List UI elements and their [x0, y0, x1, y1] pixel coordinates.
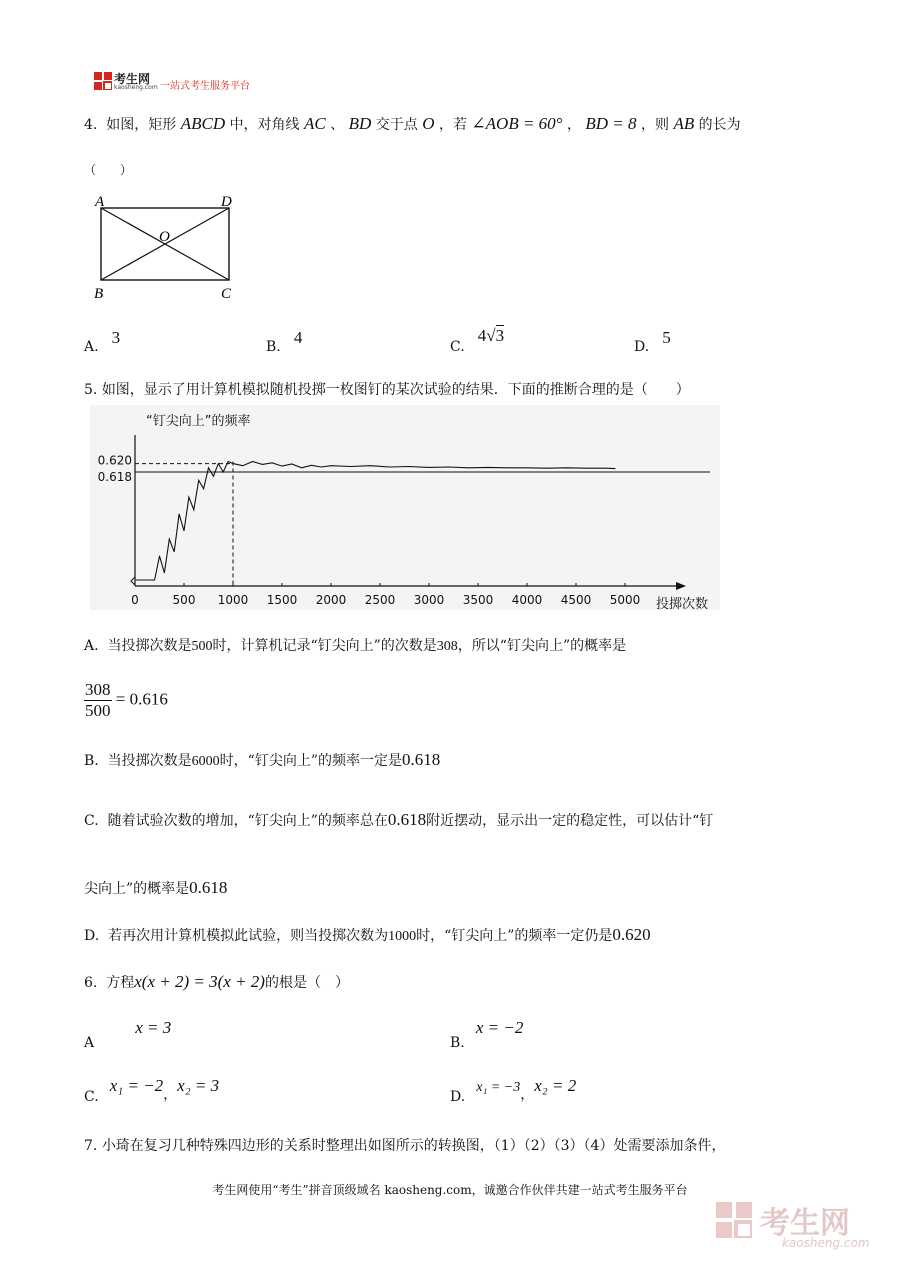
- q6-number: 6.: [84, 975, 98, 991]
- q6-option-d[interactable]: D. x₁ = −3，x₂ = 2: [450, 1076, 577, 1105]
- watermark: [716, 1192, 886, 1262]
- label-b: B: [94, 286, 104, 302]
- series-point: [143, 580, 144, 581]
- header-logo: [94, 70, 274, 94]
- series-line-0: [136, 462, 615, 581]
- series-point: [179, 514, 180, 515]
- watermark-name: 考生网: [760, 1206, 850, 1241]
- series-point: [228, 461, 229, 462]
- series-point: [174, 551, 175, 552]
- series-point: [605, 468, 606, 469]
- x-tick-label: 3000: [413, 593, 445, 607]
- series-point: [331, 465, 332, 466]
- footer-text: 考生网使用“考生”拼音顶级域名 kaosheng.com，诚邀合作伙伴共建一站式考生服务平台: [212, 1183, 688, 1197]
- series-point: [154, 580, 155, 581]
- series-point: [429, 467, 430, 468]
- q4-number: 4.: [84, 117, 98, 133]
- y-axis-break-icon: [131, 577, 135, 585]
- series-point: [321, 467, 322, 468]
- series-point: [448, 467, 449, 468]
- x-tick-label: 2500: [364, 593, 396, 607]
- series-point: [291, 464, 292, 465]
- series-point: [282, 466, 283, 467]
- series-point: [233, 463, 234, 464]
- chart-x-label: 投掷次数: [656, 597, 709, 610]
- q6-option-c[interactable]: C. x₁ = −2，x₂ = 3: [84, 1076, 220, 1105]
- q4-option-c[interactable]: C. 4√3: [450, 326, 505, 355]
- sqrt-expression: 4√3: [477, 326, 505, 345]
- chart-reference-lines: [135, 462, 710, 587]
- q7-number: 7.: [84, 1138, 98, 1154]
- series-point: [193, 509, 194, 510]
- series-point: [242, 465, 243, 466]
- q5-option-c-continued: 尖向上”的概率是0.618: [84, 878, 228, 897]
- series-point: [272, 462, 273, 463]
- x-tick-label: 500: [172, 593, 196, 607]
- series-point: [262, 464, 263, 465]
- label-a: A: [95, 194, 105, 210]
- series-point: [546, 468, 547, 469]
- q6-stem: 6. 方程x(x + 2) = 3(x + 2)的根是（ ）: [84, 972, 349, 991]
- q6-option-b[interactable]: B. x = −2: [450, 1018, 524, 1051]
- q5-option-c[interactable]: C. 随着试验次数的增加，“钉尖向上”的频率总在0.618附近摆动，显示出一定的稳定性，可以估计“钉: [84, 810, 714, 829]
- q5-option-b[interactable]: B. 当投掷次数是6000时，“钉尖向上”的频率一定是0.618: [84, 750, 441, 769]
- series-point: [311, 465, 312, 466]
- x-tick-label: 5000: [609, 593, 641, 607]
- q5-option-d[interactable]: D. 若再次用计算机模拟此试验，则当投掷次数为1000时，“钉尖向上”的频率一定仍是0.620: [84, 925, 651, 944]
- series-point: [223, 472, 224, 473]
- series-point: [164, 572, 165, 573]
- x-tick-label: 4000: [511, 593, 543, 607]
- series-point: [213, 476, 214, 477]
- x-tick-label: 1500: [266, 593, 298, 607]
- q5-frequency-chart: [90, 405, 720, 610]
- q5-number: 5.: [84, 382, 98, 398]
- q5-stem: 5. 如图，显示了用计算机模拟随机投掷一枚图钉的某次试验的结果．下面的推断合理的是（ ）: [84, 382, 690, 398]
- series-point: [566, 467, 567, 468]
- series-point: [468, 467, 469, 468]
- q5-option-a[interactable]: A. 当投掷次数是500时，计算机记录“钉尖向上”的次数是308，所以“钉尖向上”的概率是: [84, 638, 627, 654]
- series-point: [208, 467, 209, 468]
- y-tick-label: 0.620: [97, 453, 132, 468]
- q4-option-d[interactable]: D. 5: [634, 328, 671, 355]
- watermark-logo-icon: [716, 1202, 752, 1238]
- q4-stem: 4. 如图，矩形 ABCD 中，对角线 AC 、 BD 交于点 O ，若 ∠AOB = 60° ， BD = 8 ，则 AB 的长为: [84, 114, 741, 133]
- series-point: [301, 467, 302, 468]
- x-tick-label: 1000: [217, 593, 249, 607]
- series-point: [146, 580, 147, 581]
- q4-option-a[interactable]: A. 3: [84, 328, 121, 355]
- series-point: [350, 466, 351, 467]
- q4-rectangle-figure: [88, 190, 248, 305]
- series-point: [198, 480, 199, 481]
- series-point: [409, 466, 410, 467]
- chart-axes: [131, 435, 686, 590]
- series-point: [389, 467, 390, 468]
- x-axis-arrow-icon: [676, 582, 686, 590]
- sqrt-sign-icon: √: [486, 326, 496, 345]
- series-point: [189, 497, 190, 498]
- q4-option-b[interactable]: B. 4: [266, 328, 303, 355]
- x-tick-label: 0: [131, 593, 139, 607]
- series-point: [487, 467, 488, 468]
- label-d: D: [221, 194, 232, 210]
- x-tick-label: 3500: [462, 593, 494, 607]
- series-point: [615, 468, 616, 469]
- series-point: [159, 556, 160, 557]
- q4-blank: （ ）: [84, 163, 133, 177]
- chart-series: [136, 461, 616, 580]
- label-c: C: [221, 286, 232, 302]
- chart-title: “钉尖向上”的频率: [146, 414, 251, 429]
- series-point: [218, 463, 219, 464]
- series-point: [141, 580, 142, 581]
- q5-option-a-fraction: $\frac{308}{500}$ = 0.616: [85, 680, 168, 720]
- series-point: [507, 467, 508, 468]
- series-point: [136, 580, 137, 581]
- logo-slogan: 一站式考生服务平台: [160, 81, 250, 92]
- series-point: [184, 530, 185, 531]
- y-tick-label: 0.618: [97, 470, 132, 484]
- x-tick-label: 2000: [315, 593, 347, 607]
- series-point: [585, 468, 586, 469]
- kaosheng-logo-icon: [94, 72, 112, 90]
- series-point: [527, 467, 528, 468]
- series-point: [252, 461, 253, 462]
- q7-stem: 7. 小琦在复习几种特殊四边形的关系时整理出如图所示的转换图，（1）（2）（3）（4）处需要添加条件，: [84, 1138, 726, 1154]
- series-point: [203, 488, 204, 489]
- series-point: [138, 580, 139, 581]
- q6-option-a[interactable]: A x = 3: [84, 1018, 172, 1051]
- x-tick-label: 4500: [560, 593, 592, 607]
- chart-y-ticks: [98, 454, 132, 484]
- label-o: O: [159, 229, 170, 245]
- watermark-domain: kaosheng.com: [782, 1236, 870, 1250]
- series-point: [370, 465, 371, 466]
- logo-name: 考生网: [114, 72, 151, 86]
- logo-domain: kaosheng.com: [114, 84, 158, 91]
- series-point: [150, 580, 151, 581]
- series-point: [169, 539, 170, 540]
